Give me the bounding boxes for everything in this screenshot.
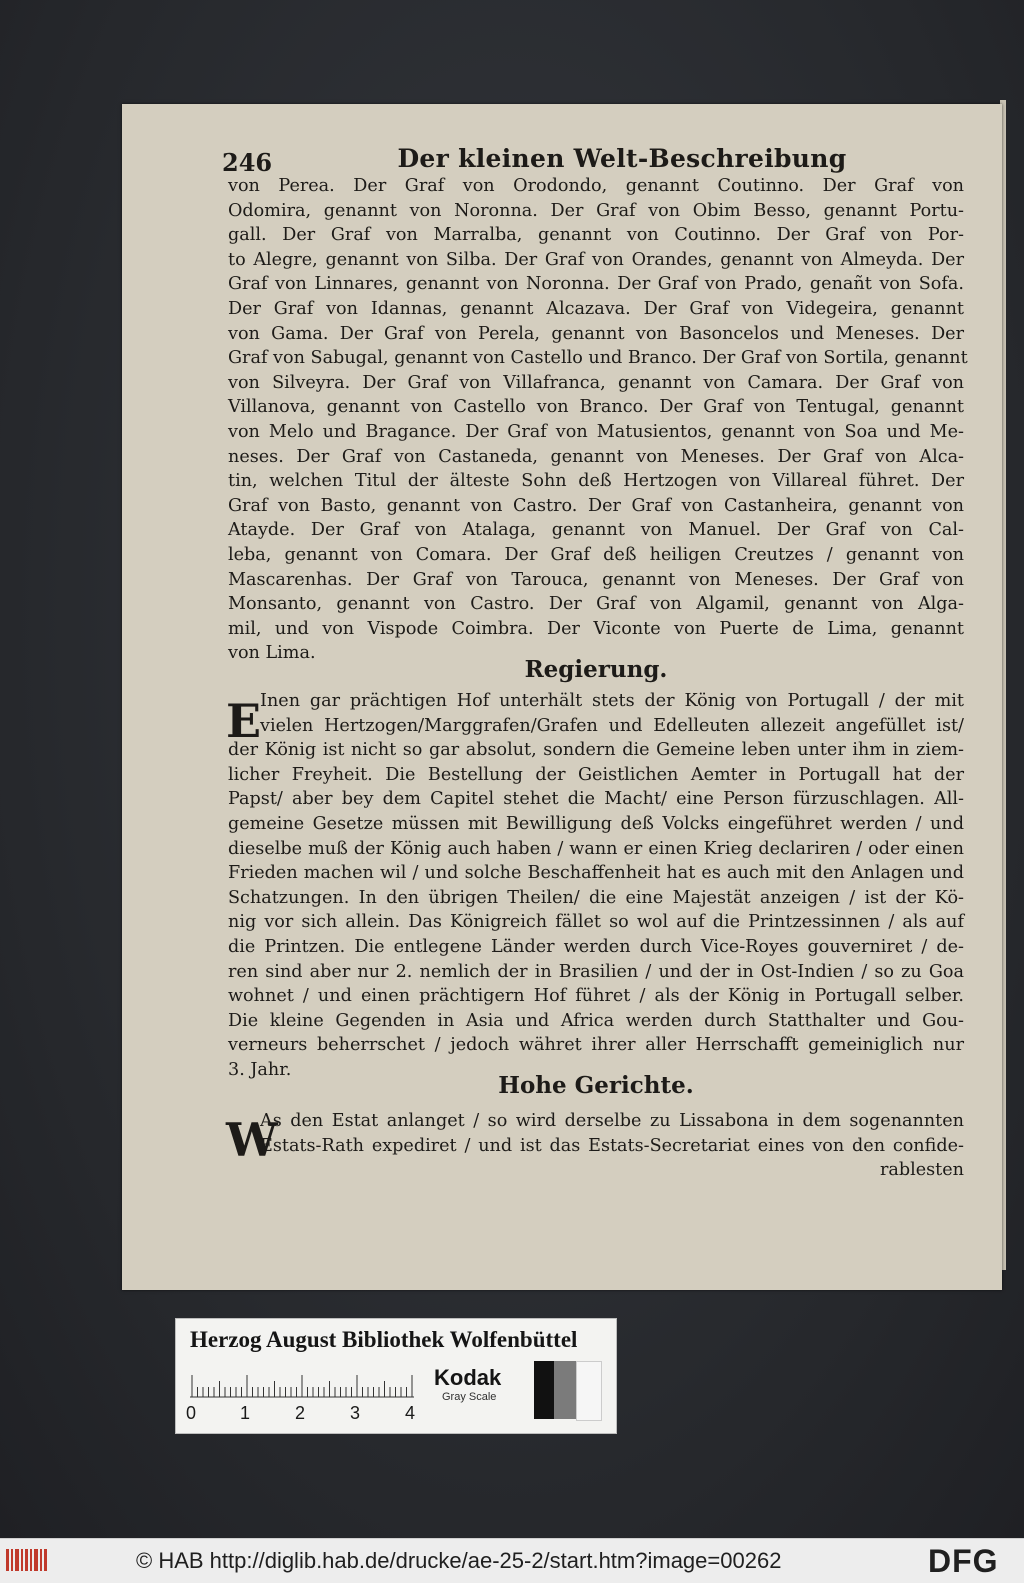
footer-bar	[0, 1538, 1024, 1583]
library-name: Herzog August Bibliothek Wolfenbüttel	[190, 1327, 578, 1352]
scale-label: 0	[186, 1403, 197, 1423]
running-title: Der kleinen Welt-Beschreibung	[397, 144, 847, 173]
swatch-black	[534, 1361, 554, 1419]
text-line: mil, und von Vispode Coimbra. Der Viconte von Puerte de Lima, genannt	[228, 618, 964, 639]
text-line: As den Estat anlanget / so wird derselbe zu Lissabona in dem sogenannten	[260, 1111, 964, 1131]
paragraph-noble-titles	[228, 174, 968, 666]
scale-label: 4	[405, 1403, 416, 1423]
paragraph-regierung	[228, 689, 964, 1083]
text-line: ren sind aber nur 2. nemlich der in Brasilien / und der in Ost-Indien / so zu Goa	[228, 961, 964, 982]
text-line: nig vor sich allein. Das Königreich fället so wol auf die Printzessinnen / als auf	[228, 912, 964, 933]
scale-label: 3	[350, 1403, 361, 1423]
ruler-ticks-icon	[190, 1369, 418, 1405]
dropcap-w: W	[226, 1113, 278, 1167]
text-line: verneurs beherrschet / jedoch währet ihrer aller Herrschafft gemeiniglich nur	[228, 1035, 964, 1056]
text-line: von Gama. Der Graf von Perela, genannt von Basoncelos und Meneses. Der	[228, 323, 964, 344]
text-line: Odomira, genannt von Noronna. Der Graf von Obim Besso, genannt Portu-	[228, 200, 964, 221]
text-line: Atayde. Der Graf von Atalaga, genannt von Manuel. Der Graf von Cal-	[228, 520, 964, 541]
text-line: wohnet / und einen prächtigern Hof führet / als der König in Portugall selber.	[228, 986, 964, 1007]
text-line: Estats-Rath expediret / und ist das Estats-Secretariat eines von den confide-	[260, 1135, 964, 1156]
text-line: Die kleine Gegenden in Asia und Africa werden durch Statthalter und Gou-	[228, 1010, 964, 1031]
scale-ruler	[186, 1369, 418, 1429]
text-line: to Alegre, genannt von Silba. Der Graf von Orandes, genannt von Almeyda. Der	[228, 249, 964, 270]
page-number: 246	[222, 148, 273, 177]
text-line: gall. Der Graf von Marralba, genannt von Coutinno. Der Graf von Por-	[228, 225, 964, 246]
text-line: vielen Hertzogen/Marggrafen/Grafen und Edelleuten allezeit angefüllet ist/	[260, 715, 964, 736]
scale-label: 2	[295, 1403, 306, 1423]
text-line: Villanova, genannt von Castello von Branco. Der Graf von Tentugal, genannt	[228, 397, 964, 418]
text-line: Der Graf von Idannas, genannt Alcazava. Der Graf von Videgeira, genannt	[228, 298, 964, 319]
swatch-white	[576, 1361, 602, 1421]
page-header	[222, 142, 982, 176]
gray-scale-label: Gray Scale	[442, 1391, 497, 1403]
color-calibration-card	[175, 1318, 617, 1434]
paragraph-hohe-gerichte	[228, 1109, 964, 1183]
catchword: rablesten	[879, 1160, 964, 1181]
text-line: neses. Der Graf von Castaneda, genannt von Meneses. Der Graf von Alca-	[228, 446, 964, 467]
text-line: von Lima.	[228, 643, 316, 664]
dfg-logo: DFG	[928, 1543, 999, 1579]
text-line: Graf von Basto, genannt von Castro. Der Graf von Castanheira, genannt von	[228, 495, 964, 516]
barcode-icon	[6, 1545, 48, 1575]
text-line: Monsanto, genannt von Castro. Der Graf von Algamil, genannt von Alga-	[228, 594, 964, 615]
text-line: der König ist nicht so gar absolut, sondern die Gemeine leben unter ihm in ziem-	[228, 740, 964, 761]
text-line: Graf von Linnares, genannt von Noronna. Der Graf von Prado, genañt von Sofa.	[228, 274, 964, 295]
text-line: Inen gar prächtigen Hof unterhält stets der König von Portugall / der mit	[260, 691, 964, 711]
section-heading-regierung: Regierung.	[524, 656, 668, 683]
copyright-link[interactable]: © HAB http://diglib.hab.de/drucke/ae-25-2/start.htm?image=00262	[136, 1548, 782, 1573]
scale-label: 1	[240, 1403, 251, 1423]
section-heading-hohe-gerichte: Hohe Gerichte.	[498, 1072, 694, 1099]
text-line: tin, welchen Titul der älteste Sohn deß Hertzogen von Villareal führet. Der	[228, 471, 964, 492]
text-line: 3. Jahr.	[228, 1059, 292, 1080]
text-line: leba, genannt von Comara. Der Graf deß heiligen Creutzes / genannt von	[228, 544, 964, 565]
dropcap-e: E	[226, 694, 262, 748]
text-line: dieselbe muß der König auch haben / wann er einen Krieg declariren / oder einen	[228, 838, 964, 859]
text-line: Schatzungen. In den übrigen Theilen/ die eine Majestät anzeigen / ist der Kö-	[228, 887, 964, 908]
text-line: Graf von Sabugal, genannt von Castello und Branco. Der Graf von Sortila, genannt	[228, 348, 968, 369]
text-line: Mascarenhas. Der Graf von Tarouca, genannt von Meneses. Der Graf von	[228, 569, 964, 590]
text-line: licher Freyheit. Die Bestellung der Geistlichen Aemter in Portugall hat der	[228, 764, 964, 785]
text-line: von Melo und Bragance. Der Graf von Matusientos, genannt von Soa und Me-	[228, 421, 964, 442]
text-line: von Perea. Der Graf von Orodondo, genannt Coutinno. Der Graf von	[228, 176, 964, 196]
kodak-logo: Kodak	[434, 1365, 502, 1390]
text-line: gemeine Gesetze müssen mit Bewilligung deß Volcks eingeführet werden / und	[228, 813, 964, 834]
text-line: Frieden machen wil / und solche Beschaffenheit hat es auch mit den Anlagen und	[228, 863, 964, 884]
book-page	[122, 104, 1002, 1290]
text-line: von Silveyra. Der Graf von Villafranca, genannt von Camara. Der Graf von	[228, 372, 964, 393]
swatch-gray	[554, 1361, 576, 1419]
text-line: die Printzen. Die entlegene Länder werden durch Vice-Royes gouverniret / de-	[228, 936, 964, 957]
text-line: Papst/ aber bey dem Capitel stehet die Macht/ eine Person fürzuschlagen. All-	[228, 789, 964, 810]
